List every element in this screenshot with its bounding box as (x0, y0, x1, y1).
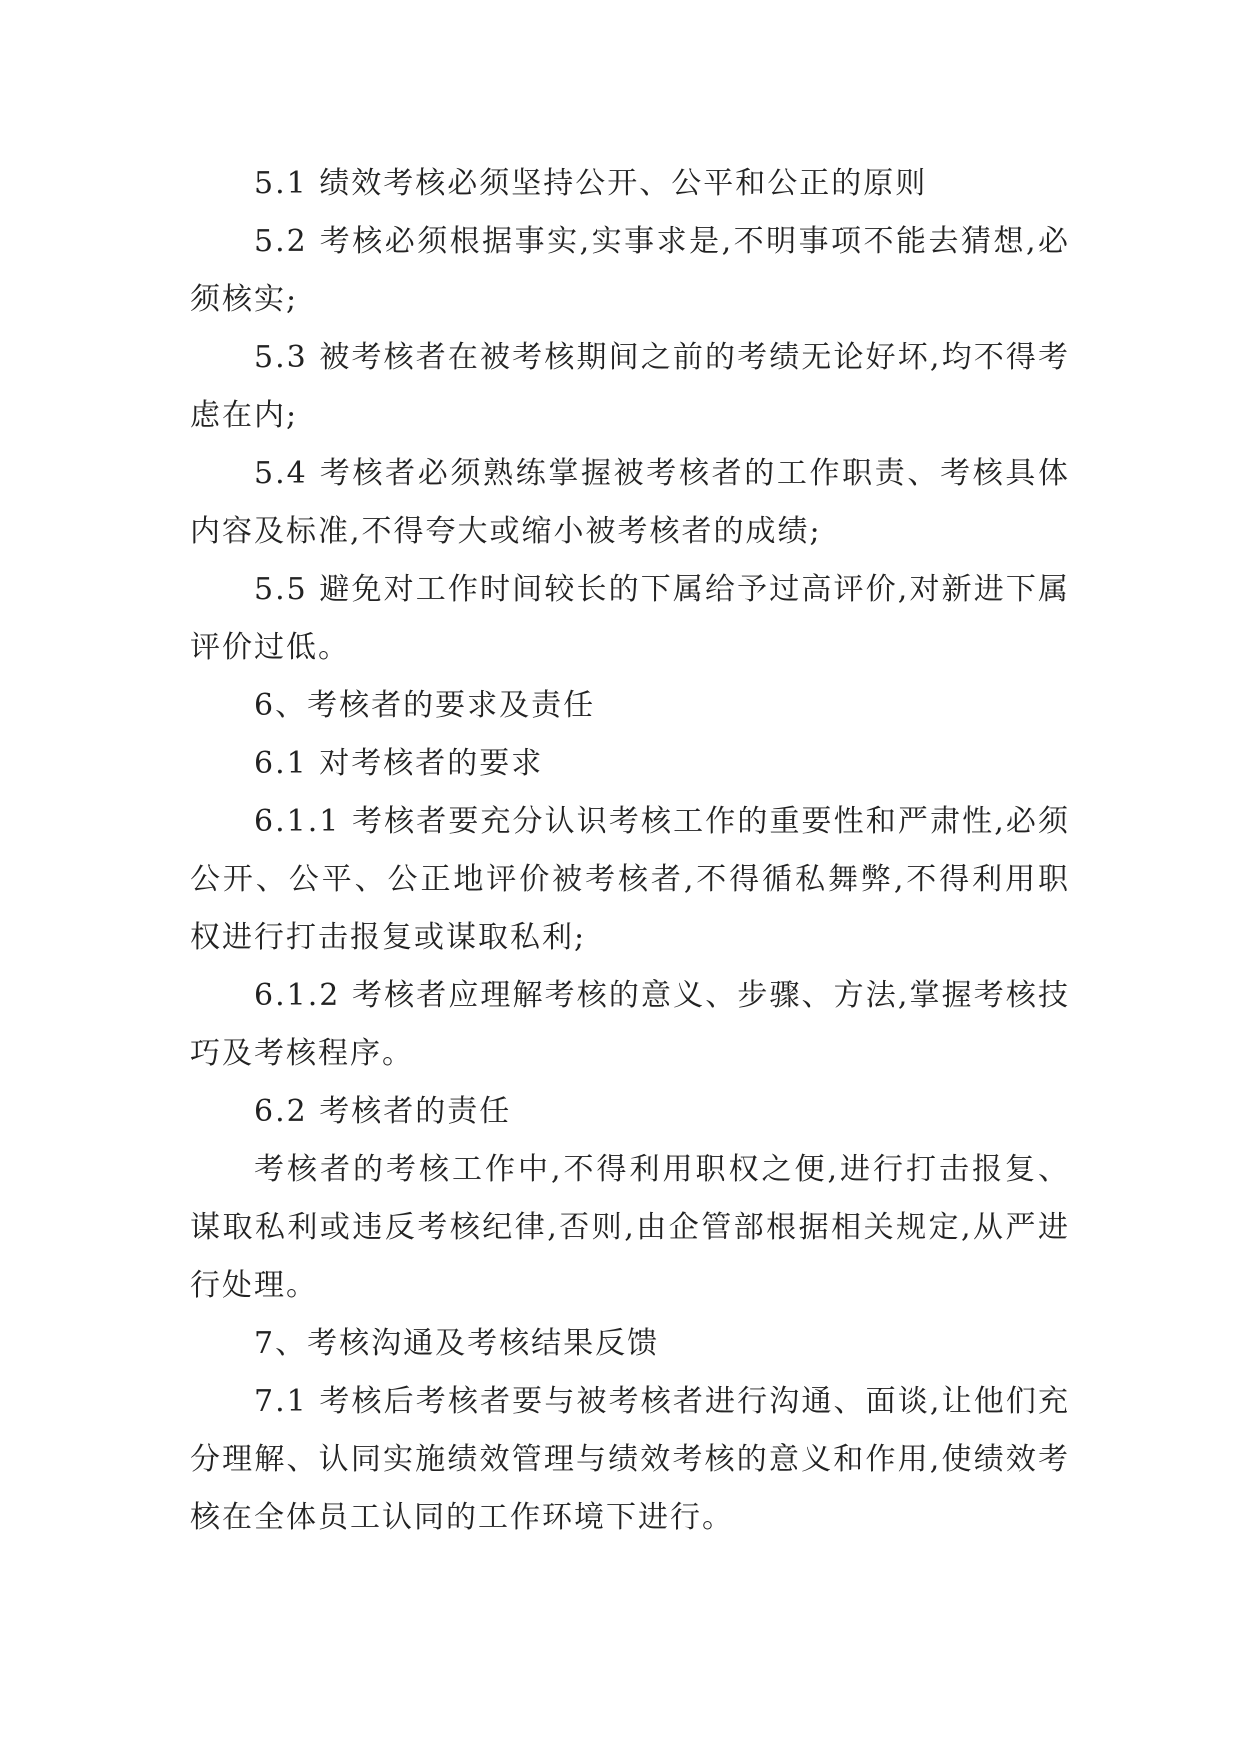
paragraph-5-4: 5.4 考核者必须熟练掌握被考核者的工作职责、考核具体内容及标准,不得夸大或缩小被考核者的成绩; (190, 456, 1070, 549)
paragraph-5-1: 5.1 绩效考核必须坚持公开、公平和公正的原则 (254, 166, 928, 201)
paragraph-6-1-2: 6.1.2 考核者应理解考核的意义、步骤、方法,掌握考核技巧及考核程序。 (190, 978, 1070, 1071)
paragraph-5-2: 5.2 考核必须根据事实,实事求是,不明事项不能去猜想,必须核实; (190, 224, 1070, 317)
paragraph-5-3: 5.3 被考核者在被考核期间之前的考绩无论好坏,均不得考虑在内; (190, 340, 1070, 433)
section-heading-7: 7、考核沟通及考核结果反馈 (254, 1326, 660, 1361)
paragraph-5-5: 5.5 避免对工作时间较长的下属给予过高评价,对新进下属评价过低。 (190, 572, 1070, 665)
document-page (190, 155, 1070, 1547)
subsection-heading-6-1: 6.1 对考核者的要求 (254, 746, 544, 781)
subsection-heading-6-2: 6.2 考核者的责任 (254, 1094, 512, 1129)
paragraph-7-1: 7.1 考核后考核者要与被考核者进行沟通、面谈,让他们充分理解、认同实施绩效管理与绩效考核的意义和作用,使绩效考核在全体员工认同的工作环境下进行。 (190, 1384, 1070, 1535)
paragraph-6-2-body: 考核者的考核工作中,不得利用职权之便,进行打击报复、谋取私利或违反考核纪律,否则,由企管部根据相关规定,从严进行处理。 (190, 1152, 1070, 1303)
paragraph-6-1-1: 6.1.1 考核者要充分认识考核工作的重要性和严肃性,必须公开、公平、公正地评价被考核者,不得循私舞弊,不得利用职权进行打击报复或谋取私利; (190, 804, 1070, 955)
section-heading-6: 6、考核者的要求及责任 (254, 688, 596, 723)
